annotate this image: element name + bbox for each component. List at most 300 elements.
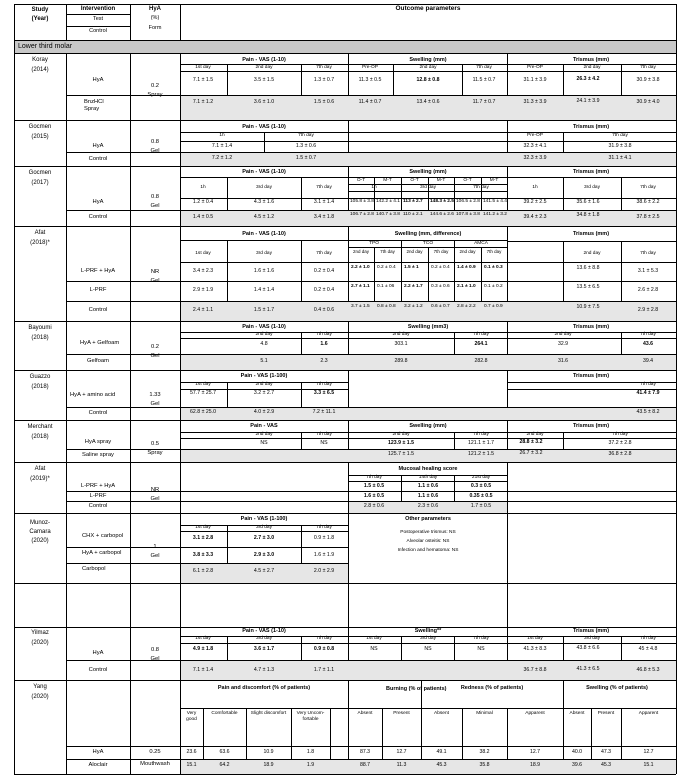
cell-text: 31.9 ± 3.8 bbox=[608, 143, 632, 149]
cell-text: 144.6 ± 2.6 bbox=[430, 212, 454, 217]
swelling-header: Swelling (mm) bbox=[409, 57, 447, 63]
cell-text: 35.6 ± 1.6 bbox=[576, 199, 600, 205]
group-label: Carbopol bbox=[82, 566, 106, 572]
control-group: Aloclair bbox=[88, 762, 108, 768]
column-header: Present bbox=[597, 711, 615, 716]
cell-text: 88.7 bbox=[359, 762, 371, 768]
cell-text: 3rd day bbox=[256, 185, 272, 190]
cell-text: 11.7 ± 0.7 bbox=[472, 99, 496, 105]
rule-line bbox=[180, 438, 676, 439]
cell-text: 11.5 ± 0.7 bbox=[472, 77, 496, 83]
cell-text: 7th day bbox=[380, 249, 395, 254]
cell-text: 264.1 bbox=[474, 341, 488, 347]
cell-text: 7th day bbox=[473, 432, 489, 437]
trismus-header: Trismus (mm) bbox=[572, 373, 610, 379]
cell-text: 121.1 ± 1.7 bbox=[468, 440, 494, 446]
rule-line bbox=[507, 241, 676, 242]
cell-text: 2.8 ± 0.6 bbox=[363, 503, 385, 509]
cell-text: 7.1 ± 1.2 bbox=[192, 99, 214, 105]
cell-text: 12.7 bbox=[643, 749, 654, 755]
study-year: (2019)* bbox=[30, 476, 50, 482]
cell-text: 0.6 ± 0.7 bbox=[431, 304, 450, 309]
pain-header: Pain - VAS (1-10) bbox=[242, 124, 286, 130]
cell-text: 1st day bbox=[366, 636, 382, 641]
rule-line bbox=[180, 432, 676, 433]
cell-text: 1.4 ± 0.9 bbox=[457, 265, 476, 270]
study-separator bbox=[14, 462, 676, 463]
cell-text: 0.4 ± 0.6 bbox=[313, 307, 335, 313]
group-label: HyA + carbopol bbox=[82, 550, 122, 556]
hya-percent: NR bbox=[150, 487, 160, 493]
cell-text: 2nd day bbox=[255, 65, 273, 70]
cell-text: 13.5 ± 6.5 bbox=[576, 284, 600, 290]
cell-text: 3rd day bbox=[584, 636, 600, 641]
cell-text: 303.1 bbox=[394, 341, 408, 347]
cell-text: 63.6 bbox=[219, 749, 230, 755]
cell-text: 32.9 bbox=[557, 341, 569, 347]
cell-text: 7th day bbox=[612, 133, 628, 138]
cell-text: 11.3 bbox=[396, 762, 407, 768]
cell-text: 26.3 ± 4.2 bbox=[576, 76, 600, 82]
cell-text: 1.1 ± 0.6 bbox=[417, 483, 439, 489]
cell-text: 2nd day bbox=[392, 432, 410, 437]
cell-text: NS bbox=[477, 646, 485, 652]
header-test: Test bbox=[92, 16, 104, 22]
cell-text: 31.1 ± 3.9 bbox=[523, 77, 547, 83]
cell-text: NS bbox=[424, 646, 432, 652]
cell-text: 0.1 ± 0.2 bbox=[484, 284, 503, 289]
study-separator bbox=[14, 120, 676, 121]
cell-text: 39.4 ± 2.3 bbox=[523, 214, 547, 220]
cell-text: 7th day bbox=[316, 185, 332, 190]
cell-text: 140.7 ± 3.8 bbox=[376, 212, 400, 217]
column-header: Very good bbox=[186, 711, 197, 722]
cell-text: 0.3 ± 0.6 bbox=[431, 284, 450, 289]
cell-text: 49.1 bbox=[436, 749, 447, 755]
cell-text: 7th day bbox=[316, 432, 332, 437]
cell-text: 2nd day bbox=[419, 65, 437, 70]
cell-text: 3.4 ± 1.8 bbox=[313, 214, 335, 220]
study-name: Munoz- bbox=[29, 520, 51, 526]
study-year: (2017) bbox=[31, 180, 49, 186]
header-study: Study bbox=[31, 7, 49, 13]
other-parameter-line: Postoperative trismus: NS bbox=[400, 530, 456, 535]
cell-text: 4.7 ± 1.3 bbox=[253, 667, 275, 673]
cell-text: 3rd day bbox=[256, 251, 272, 256]
swelling-header: Swelling (mm) bbox=[409, 423, 447, 429]
cell-text: 5.1 bbox=[260, 358, 268, 364]
cell-text: 12.7 bbox=[396, 749, 407, 755]
cell-text: 7th day bbox=[316, 636, 332, 641]
other-parameter-line: Alveolar osteitis: NS bbox=[406, 539, 450, 544]
cell-text: 0.9 ± 0.8 bbox=[313, 646, 335, 652]
cell-text: 7th day bbox=[316, 251, 332, 256]
cell-text: 2.1 ± 1.0 bbox=[457, 284, 476, 289]
cell-text: NS bbox=[260, 440, 268, 446]
study-year: (2018)* bbox=[30, 240, 50, 246]
cell-text: 3.1 ± 2.8 bbox=[192, 535, 214, 541]
hya-form: Gel bbox=[150, 203, 160, 209]
study-year: (2018) bbox=[31, 434, 49, 440]
cell-text: 7th day bbox=[298, 133, 314, 138]
study-separator bbox=[14, 680, 676, 681]
test-group: HyA bbox=[92, 749, 104, 755]
hya-form: Gel bbox=[150, 553, 160, 559]
cell-text: O-T bbox=[463, 178, 472, 183]
pain-header: Pain - VAS (1-100) bbox=[240, 373, 288, 379]
cell-text: 2.8 ± 2.2 bbox=[457, 304, 476, 309]
study-separator bbox=[14, 321, 676, 322]
cell-text: 2nd day bbox=[459, 249, 476, 254]
cell-text: 1h bbox=[219, 133, 225, 138]
study-year: (2020) bbox=[31, 538, 49, 544]
hya-form: Gel bbox=[150, 656, 160, 662]
cell-text: 3.6 ± 1.7 bbox=[253, 646, 275, 652]
rule-line bbox=[180, 338, 676, 339]
cell-text: 1.1 ± 0.6 bbox=[417, 493, 439, 499]
pain-header: Pain - VAS (1-10) bbox=[242, 169, 286, 175]
cell-text: 7.1 ± 1.4 bbox=[211, 143, 233, 149]
cell-text: 39.2 ± 2.5 bbox=[523, 199, 547, 205]
trismus-header: Trismus (mm) bbox=[572, 57, 610, 63]
table-top-border bbox=[14, 4, 676, 5]
section-title: Lower third molar bbox=[18, 43, 73, 50]
hya-percent: NR bbox=[150, 269, 160, 275]
cell-text: 7th day bbox=[640, 65, 656, 70]
rule-line bbox=[348, 491, 507, 492]
cell-text: 3.4 ± 2.3 bbox=[192, 268, 214, 274]
cell-text: 2nd day bbox=[406, 249, 423, 254]
cell-text: 38.6 ± 2.2 bbox=[636, 199, 660, 205]
cell-text: 43.5 ± 8.2 bbox=[636, 409, 660, 415]
trismus-header: Trismus (mm) bbox=[572, 124, 610, 130]
rule-line bbox=[180, 240, 507, 241]
trismus-header: Trismus (mm) bbox=[572, 423, 610, 429]
cell-text: 7th day bbox=[316, 525, 332, 530]
control-group: BnzHCl Spray bbox=[84, 99, 104, 113]
cell-text: 7th day bbox=[640, 251, 656, 256]
cell-text: 1.5 ± 1.7 bbox=[253, 307, 275, 313]
cell-text: 1.5 ± 0.7 bbox=[295, 155, 317, 161]
table-bottom-border bbox=[14, 774, 676, 775]
group-label: L-PRF + HyA bbox=[80, 268, 116, 274]
cell-text: 3.5 ± 1.5 bbox=[253, 77, 275, 83]
study-name: Gocmen bbox=[28, 124, 52, 130]
study-separator bbox=[14, 513, 676, 514]
control-group: Saline spray bbox=[82, 452, 114, 458]
cell-text: 2.0 ± 2.9 bbox=[313, 568, 335, 574]
column-header: Absent bbox=[434, 711, 449, 716]
cell-text: 11.4 ± 0.7 bbox=[358, 99, 382, 105]
group-label: L-PRF bbox=[89, 493, 107, 499]
study-separator bbox=[14, 370, 676, 371]
cell-text: 141.5 ± 4.4 bbox=[483, 199, 507, 204]
cell-text: 62.8 ± 25.0 bbox=[190, 409, 216, 415]
cell-text: 2.3 bbox=[320, 358, 328, 364]
cell-text: 1st day bbox=[195, 636, 211, 641]
cell-text: 107.8 ± 3.8 bbox=[456, 212, 480, 217]
cell-text: 47.3 bbox=[600, 749, 612, 755]
cell-text: 3rd day bbox=[256, 636, 272, 641]
study-year: (2020) bbox=[31, 640, 49, 646]
cell-text: 2.9 ± 1.9 bbox=[192, 287, 214, 293]
cell-text: 0.2 ± 0.4 bbox=[377, 265, 396, 270]
study-name: Camara bbox=[29, 529, 51, 535]
cell-text: 4.5 ± 2.7 bbox=[253, 568, 275, 574]
cell-text: 28.8 ± 3.2 bbox=[519, 439, 543, 445]
cell-text: 3.6 ± 1.0 bbox=[253, 99, 275, 105]
study-separator bbox=[14, 583, 676, 584]
cell-text: 7th day bbox=[316, 382, 332, 387]
study-separator bbox=[14, 420, 676, 421]
study-year: (2015) bbox=[31, 134, 49, 140]
table-right-border bbox=[676, 4, 677, 774]
cell-text: 4.9 ± 1.8 bbox=[192, 646, 214, 652]
cell-text: 43.6 bbox=[642, 341, 654, 347]
header-control: Control bbox=[89, 28, 107, 34]
burning-header: Burning (% of patients) bbox=[386, 686, 447, 692]
cell-text: 123.9 ± 1.5 bbox=[388, 440, 414, 446]
study-name: Afat bbox=[34, 466, 46, 472]
cell-text: M-T bbox=[436, 178, 446, 183]
column-header: Very Uncom-fortable bbox=[296, 711, 325, 722]
cell-text: 2nd day bbox=[526, 432, 544, 437]
cell-text: 36.7 ± 8.8 bbox=[523, 667, 547, 673]
cell-text: 2.2 ± 1.0 bbox=[351, 265, 370, 270]
cell-text: 7th day bbox=[612, 432, 628, 437]
test-group: HyA bbox=[92, 650, 104, 656]
cell-text: 7.1 ± 1.5 bbox=[192, 77, 214, 83]
cell-text: 4.8 bbox=[260, 341, 268, 347]
study-name: Gocmen bbox=[28, 170, 52, 176]
cell-text: 45 ± 4.8 bbox=[638, 646, 658, 652]
cell-text: 7th day bbox=[640, 332, 656, 337]
cell-text: 141.2 ± 3.2 bbox=[483, 212, 507, 217]
cell-text: 1st day bbox=[195, 525, 211, 530]
hya-form: Gel bbox=[150, 496, 160, 502]
cell-text: 39.6 bbox=[571, 762, 583, 768]
group-label: Control bbox=[88, 307, 108, 313]
cell-text: 2.3 ± 0.6 bbox=[417, 503, 439, 509]
column-header: Comfortable bbox=[211, 711, 238, 716]
cell-text: 1.7 ± 0.5 bbox=[470, 503, 492, 509]
cell-text: 10.9 ± 7.5 bbox=[576, 304, 600, 310]
cell-text: 4.3 ± 1.6 bbox=[253, 199, 275, 205]
cell-text: 46.8 ± 5.3 bbox=[636, 667, 660, 673]
cell-text: 3rd day bbox=[420, 185, 436, 190]
cell-text: 13.4 ± 0.6 bbox=[416, 99, 440, 105]
cell-text: 34.8 ± 1.8 bbox=[576, 212, 600, 218]
cell-text: 1.7 ± 1.1 bbox=[313, 667, 335, 673]
cell-text: 282.8 bbox=[474, 358, 488, 364]
study-separator bbox=[14, 226, 676, 227]
pain-header: Pain - VAS (1-10) bbox=[242, 231, 286, 237]
rule-line bbox=[14, 53, 676, 54]
header-hya: HyA bbox=[148, 6, 162, 12]
cell-text: 37.8 ± 2.5 bbox=[636, 214, 660, 220]
control-group: Gelfoam bbox=[87, 358, 109, 364]
cell-text: 21st day bbox=[471, 475, 491, 480]
cell-text: 87.3 bbox=[359, 749, 371, 755]
study-year: (2018) bbox=[31, 384, 49, 390]
shaded-cell bbox=[181, 450, 676, 462]
study-name: Yilmaz bbox=[31, 630, 49, 636]
trismus-header: Trismus (mm) bbox=[572, 628, 610, 634]
cell-text: 3.1 ± 5.3 bbox=[637, 268, 659, 274]
rule-line bbox=[180, 132, 676, 133]
cell-text: 31.6 bbox=[557, 358, 569, 364]
cell-text: 4.0 ± 2.9 bbox=[253, 409, 275, 415]
cell-text: 57.7 ± 25.7 bbox=[190, 390, 216, 396]
cell-text: O-T bbox=[356, 178, 366, 183]
cell-text: 35.8 bbox=[479, 762, 490, 768]
hya-form: Gel bbox=[150, 148, 160, 154]
cell-text: 14th day bbox=[418, 475, 438, 480]
cell-text: 13.6 ± 8.8 bbox=[576, 265, 600, 271]
cell-text: 32.3 ± 3.9 bbox=[523, 155, 547, 161]
cell-text: 2nd day bbox=[255, 432, 273, 437]
cell-text: 1.3 ± 0.6 bbox=[295, 143, 317, 149]
cell-text: 0.7 ± 0.9 bbox=[484, 304, 503, 309]
study-year: (2018) bbox=[31, 335, 49, 341]
header-outcome-parameters: Outcome parameters bbox=[395, 5, 461, 12]
cell-text: 2.6 ± 2.8 bbox=[637, 287, 659, 293]
rule-line bbox=[66, 14, 130, 15]
cell-text: 18.9 bbox=[529, 762, 541, 768]
hya-form: Spray bbox=[147, 450, 163, 456]
cell-text: 3.2 ± 1.2 bbox=[404, 304, 423, 309]
cell-text: 2nd day bbox=[255, 332, 273, 337]
cell-text: AMCA bbox=[474, 241, 488, 246]
cell-text: 15.1 bbox=[643, 762, 654, 768]
other-parameter-line: Infection and hematoma: NS bbox=[397, 548, 459, 553]
cell-text: Pre-OP bbox=[527, 65, 543, 70]
cell-text: 289.8 bbox=[394, 358, 408, 364]
cell-text: 3.3 ± 6.5 bbox=[313, 390, 335, 396]
column-header: Slight discomfort bbox=[250, 711, 287, 716]
cell-text: M-T bbox=[489, 178, 499, 183]
column-header: Present bbox=[393, 711, 410, 716]
cell-text: 7.1 ± 1.4 bbox=[192, 667, 214, 673]
rule-line bbox=[348, 481, 507, 482]
cell-text: 142.2 ± 4.1 bbox=[376, 199, 400, 204]
cell-text: 6.1 ± 2.8 bbox=[192, 568, 214, 574]
cell-text: 38.2 bbox=[479, 749, 490, 755]
cell-text: 2nd day bbox=[352, 249, 369, 254]
cell-text: 4.5 ± 1.2 bbox=[253, 214, 275, 220]
hya-percent: 1.33 bbox=[149, 392, 161, 398]
cell-text: 2.4 ± 1.1 bbox=[192, 307, 214, 313]
pain-header: Pain and discomfort (% of patients) bbox=[217, 685, 311, 691]
cell-text: 7th day bbox=[640, 185, 656, 190]
shaded-cell bbox=[181, 355, 676, 370]
swelling-header: Swelling (% of patients) bbox=[586, 685, 648, 691]
cell-text: 1st day bbox=[195, 382, 211, 387]
test-group: HyA + amino acid bbox=[70, 392, 116, 398]
test-group: HyA + Gelfoam bbox=[80, 340, 120, 346]
pain-header: Pain - VAS (1-10) bbox=[242, 57, 286, 63]
swelling-header: Swelling (mm) bbox=[409, 169, 447, 175]
cell-text: 106.5 ± 2.8 bbox=[456, 199, 480, 204]
cell-text: 7th day bbox=[473, 185, 489, 190]
cell-text: 2nd day bbox=[583, 65, 601, 70]
column-header: Absent bbox=[357, 711, 373, 716]
cell-text: 3.7 ± 1.5 bbox=[351, 304, 370, 309]
cell-text: Pre-OP bbox=[527, 133, 543, 138]
hya-percent: 1 bbox=[153, 544, 157, 550]
cell-text: 1.4 ± 1.4 bbox=[253, 287, 275, 293]
cell-text: 40.0 bbox=[571, 749, 583, 755]
rule-line bbox=[66, 26, 130, 27]
cell-text: 32.3 ± 4.1 bbox=[523, 143, 547, 149]
pain-header: Pain - VAS (1-10) bbox=[242, 628, 286, 634]
cell-text: 1.3 ± 0.7 bbox=[313, 77, 335, 83]
cell-text: 0.3 ± 0.5 bbox=[470, 483, 492, 489]
cell-text: 41.3 ± 6.5 bbox=[576, 666, 600, 672]
cell-text: NS bbox=[370, 646, 378, 652]
header-year: (Year) bbox=[31, 16, 49, 22]
cell-text: TPO bbox=[369, 241, 379, 246]
cell-text: 7th day bbox=[486, 249, 502, 254]
cell-text: 1.5 ± 0.5 bbox=[363, 483, 385, 489]
cell-text: 26.7 ± 3.2 bbox=[519, 450, 543, 456]
trismus-header: Trismus (mm) bbox=[572, 324, 610, 330]
cell-text: 1st day bbox=[195, 65, 211, 70]
cell-text: 1st day bbox=[527, 636, 543, 641]
cell-text: 2nd day bbox=[554, 332, 572, 337]
cell-text: 2.9 ± 3.0 bbox=[253, 552, 275, 558]
cell-text: 2.9 ± 2.8 bbox=[637, 307, 659, 313]
cell-text: 110 ± 2.1 bbox=[403, 212, 423, 217]
cell-text: 10.9 bbox=[263, 749, 274, 755]
cell-text: 30.9 ± 4.0 bbox=[636, 99, 660, 105]
cell-text: 3rd day bbox=[420, 636, 436, 641]
test-group: HyA bbox=[92, 143, 104, 149]
hya-form: Gel bbox=[150, 278, 160, 284]
cell-text: 15.1 bbox=[186, 762, 197, 768]
cell-text: 7th day bbox=[640, 382, 656, 387]
group-label: CHX + carbopol bbox=[82, 533, 124, 539]
hya-form: Gel bbox=[150, 353, 160, 359]
cell-text: 1.5 ± 1 bbox=[404, 265, 419, 270]
hya-percent: 0.2 bbox=[150, 344, 160, 350]
cell-text: 1st day bbox=[195, 251, 211, 256]
rule-line bbox=[180, 708, 676, 709]
header-percent: (%) bbox=[150, 15, 160, 21]
cell-text: 1.6 bbox=[320, 341, 328, 347]
cell-text: 39.4 bbox=[642, 358, 654, 364]
cell-text: 148.3 ± 2.5 bbox=[430, 199, 454, 204]
cell-text: 41.3 ± 8.3 bbox=[523, 646, 547, 652]
cell-text: 7th day bbox=[473, 636, 489, 641]
study-name: Koray bbox=[32, 57, 48, 63]
pain-header: Pain - VAS (1-10) bbox=[242, 324, 286, 330]
cell-text: 0.1 ± 0.3 bbox=[484, 265, 503, 270]
cell-text: 7.2 ± 11.1 bbox=[312, 409, 336, 415]
pain-header: Pain - VAS bbox=[250, 423, 278, 429]
study-name: Afat bbox=[34, 230, 46, 236]
cell-text: 31.1 ± 4.1 bbox=[608, 155, 632, 161]
trismus-header: Trismus (mm) bbox=[572, 169, 610, 175]
cell-text: 0.2 ± 0.4 bbox=[431, 265, 450, 270]
hya-form: Spray bbox=[147, 92, 163, 98]
study-name: Merchant bbox=[27, 424, 53, 430]
cell-text: 12.7 bbox=[529, 749, 541, 755]
cell-text: 0.1 ± 06 bbox=[377, 284, 395, 289]
cell-text: 1.2 ± 0.4 bbox=[192, 199, 214, 205]
cell-text: 3.8 ± 3.3 bbox=[192, 552, 214, 558]
group-label: Control bbox=[88, 503, 108, 509]
